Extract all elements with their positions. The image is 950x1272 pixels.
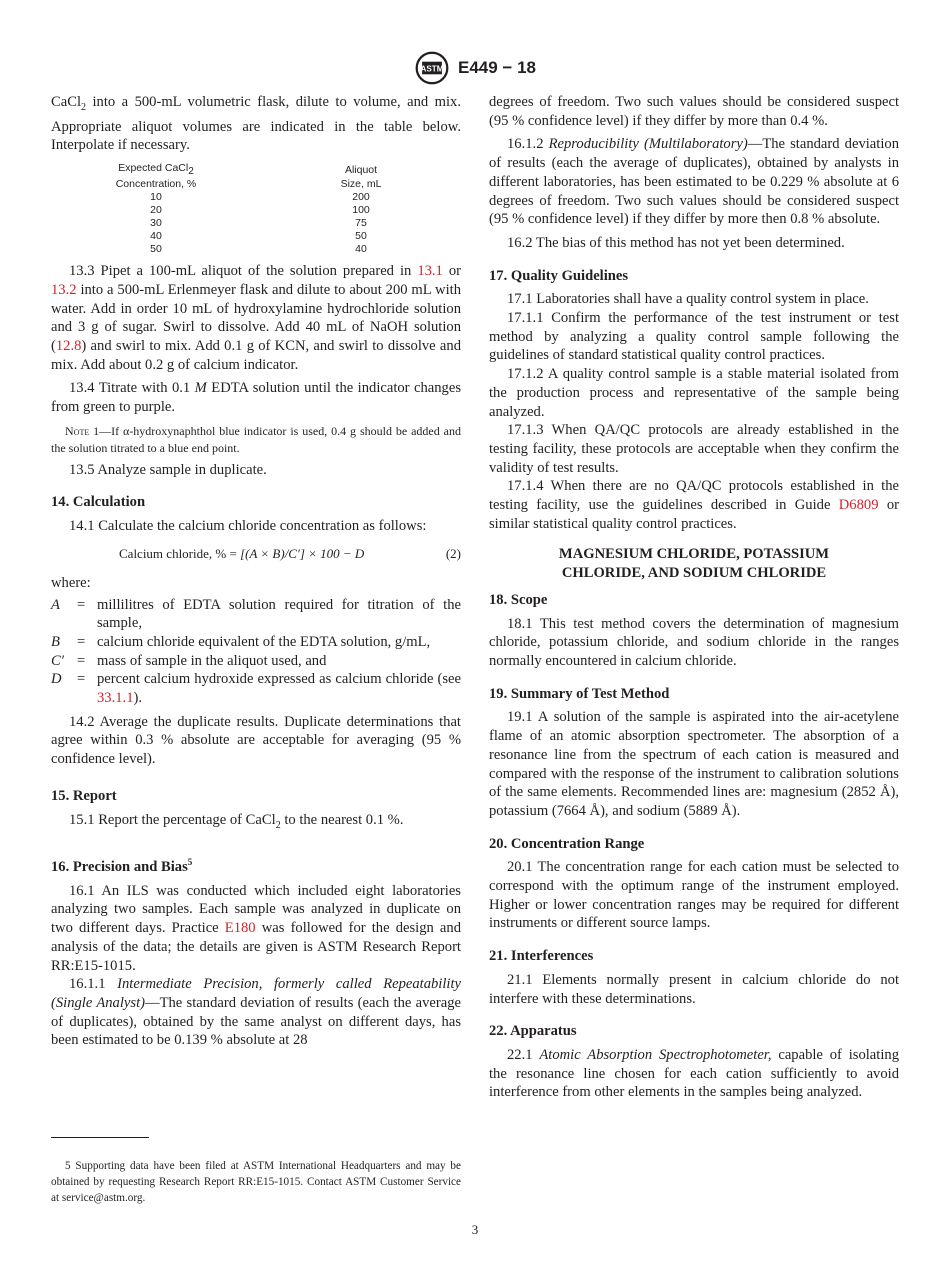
- link-13-2[interactable]: 13.2: [51, 281, 77, 298]
- paragraph-17-1-1: 17.1.1 Confirm the performance of the test instrument or test method by analyzing a quality control sample following the guidelines of standard statistical quality control practices.: [489, 310, 899, 364]
- paragraph-16-1-1-continued: degrees of freedom. Two such values should be considered suspect (95 % confidence level) if they differ by more than 0.4 %.: [489, 94, 899, 129]
- heading-14: 14. Calculation: [51, 494, 146, 511]
- footnote-5: 5 Supporting data have been filed at ASTM International Headquarters and may be obtained by requesting Research Report RR:E15-1015. Contact ASTM Customer Service at service@astm.org.: [51, 1160, 461, 1205]
- heading-19: 19. Summary of Test Method: [489, 685, 670, 702]
- paragraph-14-1: 14.1 Calculate the calcium chloride concentration as follows:: [69, 518, 427, 535]
- where-label: where:: [51, 574, 91, 591]
- footnote-rule: [51, 1137, 149, 1138]
- definition-b: B = calcium chloride equivalent of the EDTA solution, g/mL,: [51, 633, 431, 650]
- paragraph-16-1-2: 16.1.2 Reproducibility (Multilaboratory)—The standard deviation of results (each the average of duplicates), obtained by analysts in different laboratories, has been estimated to be 0.229 % absolute at 6 degrees of freedom. Two such values should be considered suspect (95 % confidence level) if they differ by more then 0.8 % absolute.: [489, 136, 899, 228]
- note-1: Note 1—If α-hydroxynaphthol blue indicator is used, 0.4 g should be added and the solution titrated to a blue end point.: [51, 423, 461, 455]
- page-number: 3: [471, 1222, 479, 1237]
- paragraph-13-3: 13.3 Pipet a 100-mL aliquot of the solution prepared in 13.1 or 13.2 into a 500-mL Erlenmeyer flask and dilute to about 200 mL with water. Add in order 10 mL of hydroxylamine hydrochloride solution and 3 g of sugar. Swirl to dissolve. Add 40 mL of NaOH solution (12.8) and swirl to mix. Add 0.1 g of KCN, and swirl to dissolve and mix. Add about 0.2 g of calcium indicator.: [51, 263, 462, 373]
- page-header: [0, 50, 950, 86]
- heading-21: 21. Interferences: [489, 948, 594, 965]
- astm-logo-icon: [414, 50, 450, 86]
- paragraph-20-1: 20.1 The concentration range for each cation must be selected to correspond with the optimum range of the instrument employed. Higher or lower concentration ranges may be required for different instruments or different source lamps.: [489, 859, 899, 932]
- paragraph-17-1-4: 17.1.4 When there are no QA/QC protocols established in the testing facility, use the guidelines described in Guide D6809 or similar statistical quality control practices.: [489, 478, 899, 532]
- link-33-1-1[interactable]: 33.1.1: [97, 690, 134, 707]
- paragraph-14-2: 14.2 Average the duplicate results. Duplicate determinations that agree within 0.3 % absolute are acceptable for averaging (95 % confidence level).: [51, 713, 461, 768]
- definition-a: A = millilitres of EDTA solution required for titration of the sample,: [51, 596, 461, 632]
- paragraph-18-1: 18.1 This test method covers the determination of magnesium chloride, potassium chloride, and sodium chloride in the ranges normally encountered in calcium chloride.: [489, 615, 899, 669]
- section-title: MAGNESIUM CHLORIDE, POTASSIUM CHLORIDE, AND SODIUM CHLORIDE: [558, 546, 830, 582]
- table-header: Size, mL: [340, 178, 382, 191]
- paragraph-13-5: 13.5 Analyze sample in duplicate.: [69, 461, 267, 478]
- table-header: Aliquot: [344, 163, 378, 176]
- table-row: 50 40: [150, 243, 367, 256]
- table-row: 20 100: [150, 204, 370, 217]
- table-header: Concentration, %: [115, 178, 197, 191]
- heading-17: 17. Quality Guidelines: [489, 267, 629, 284]
- definition-d: D = percent calcium hydroxide expressed as calcium chloride (see 33.1.1).: [51, 671, 461, 707]
- heading-16: 16. Precision and Bias$^5$: [51, 857, 193, 876]
- link-e180[interactable]: E180: [224, 920, 256, 937]
- table-row: 10 200: [150, 191, 370, 204]
- right-column: [489, 93, 899, 1102]
- paragraph-16-2: 16.2 The bias of this method has not yet been determined.: [507, 234, 845, 251]
- link-13-1[interactable]: 13.1: [417, 263, 443, 280]
- heading-20: 20. Concentration Range: [489, 835, 645, 852]
- designation: E449 − 18: [458, 58, 536, 77]
- left-column: [51, 93, 461, 1050]
- heading-22: 22. Apparatus: [489, 1023, 577, 1040]
- paragraph-16-1-1: 16.1.1 Intermediate Precision, formerly called Repeatability (Single Analyst)—The standard deviation of results (each the average of duplicates), obtained by the same analyst on different days, has been estimated to be 0.139 % absolute at 28: [51, 976, 462, 1049]
- definition-c: C′ = mass of sample in the aliquot used, and: [51, 652, 327, 669]
- heading-15: 15. Report: [51, 787, 117, 804]
- paragraph-16-1: 16.1 An ILS was conducted which included eight laboratories analyzing two samples. Each sample was analyzed in duplicate on two different days. Practice E180 was followed for the design and analysis of the data; the details are given is ASTM Research Report RR:E15-1015.: [51, 882, 461, 974]
- table-header: Expected CaCl$_2$: [118, 162, 194, 178]
- table-row: 40 50: [150, 230, 367, 243]
- link-12-8[interactable]: 12.8: [55, 337, 82, 354]
- table-row: 30 75: [150, 217, 367, 230]
- paragraph-17-1-2: 17.1.2 A quality control sample is a stable material isolated from the production process and representative of the sample being analyzed.: [489, 366, 899, 420]
- paragraph-15-1: 15.1 Report the percentage of CaCl$_2$ to the nearest 0.1 %.: [69, 811, 404, 831]
- paragraph-19-1: 19.1 A solution of the sample is aspirated into the air-acetylene flame of an atomic absorption spectrometer. The absorption of a resonance line from the spectrum of each cation is measured and compared with the response of the instrument to calibration solutions of the same elements. Recommended lines are: magnesium (2852 Å), potassium (7664 Å), and sodium (5889 Å).: [489, 709, 899, 819]
- svg-text:ASTM: ASTM: [420, 64, 444, 74]
- heading-18: 18. Scope: [489, 591, 548, 608]
- paragraph-21-1: 21.1 Elements normally present in calcium chloride do not interfere with these determinations.: [489, 971, 899, 1007]
- paragraph-22-1: 22.1 Atomic Absorption Spectrophotometer, capable of isolating the resonance line chosen for each cation sufficiently to avoid interference from other elements in the samples being analyzed.: [489, 1046, 899, 1101]
- aliquot-table: [51, 162, 461, 256]
- intro-paragraph: CaCl$_2$ into a 500-mL volumetric flask, dilute to volume, and mix. Appropriate aliquot volumes are indicated in the table below. Interpolate if necessary.: [51, 94, 461, 154]
- equation-2: Calcium chloride, % = [(A × B)/C′] × 100 − D (2): [119, 545, 461, 561]
- paragraph-17-1-3: 17.1.3 When QA/QC protocols are already established in the testing facility, these protocols are acceptable when they confirm the validity of test results.: [489, 422, 899, 476]
- link-d6809[interactable]: D6809: [838, 497, 879, 514]
- paragraph-13-4: 13.4 Titrate with 0.1 M EDTA solution until the indicator changes from green to purple.: [51, 380, 462, 416]
- paragraph-17-1: 17.1 Laboratories shall have a quality control system in place.: [507, 291, 869, 308]
- variable-definitions: [51, 596, 461, 708]
